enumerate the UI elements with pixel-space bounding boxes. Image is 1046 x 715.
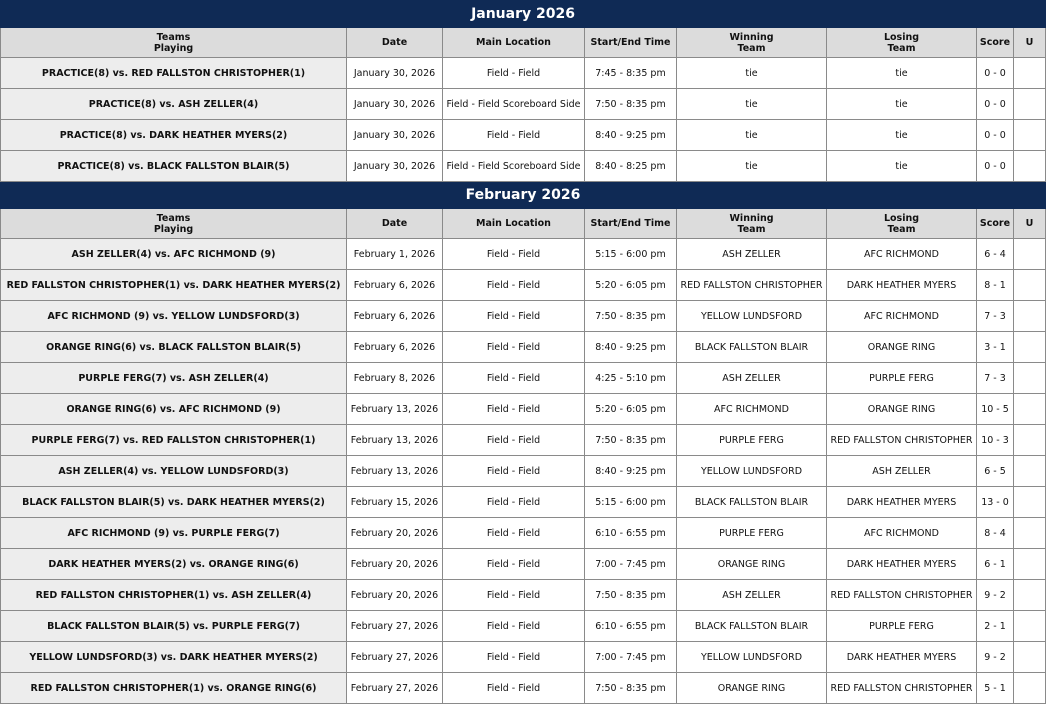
table-row xyxy=(1,58,1046,89)
table-row xyxy=(1,120,1046,151)
location-cell: Field - Field xyxy=(443,642,585,673)
loser-cell: DARK HEATHER MYERS xyxy=(827,487,977,518)
table-row xyxy=(1,363,1046,394)
teams-cell: PRACTICE(8) vs. ASH ZELLER(4) xyxy=(1,89,347,120)
header-winning-line1: Winning xyxy=(729,212,774,224)
score-cell: 10 - 5 xyxy=(977,394,1014,425)
column-header-row xyxy=(1,28,1046,58)
teams-cell: YELLOW LUNDSFORD(3) vs. DARK HEATHER MYERS(2) xyxy=(1,642,347,673)
header-losing xyxy=(827,28,977,58)
table-row xyxy=(1,487,1046,518)
time-cell: 5:15 - 6:00 pm xyxy=(585,487,677,518)
loser-cell: RED FALLSTON CHRISTOPHER xyxy=(827,425,977,456)
time-cell: 6:10 - 6:55 pm xyxy=(585,611,677,642)
score-cell: 0 - 0 xyxy=(977,120,1014,151)
winner-cell: tie xyxy=(677,151,827,182)
location-cell: Field - Field Scoreboard Side xyxy=(443,89,585,120)
location-cell: Field - Field xyxy=(443,332,585,363)
date-cell: February 27, 2026 xyxy=(347,673,443,704)
teams-cell: PRACTICE(8) vs. RED FALLSTON CHRISTOPHER(1) xyxy=(1,58,347,89)
winner-cell: BLACK FALLSTON BLAIR xyxy=(677,332,827,363)
teams-cell: RED FALLSTON CHRISTOPHER(1) vs. ASH ZELLER(4) xyxy=(1,580,347,611)
winner-cell: AFC RICHMOND xyxy=(677,394,827,425)
teams-cell: BLACK FALLSTON BLAIR(5) vs. DARK HEATHER MYERS(2) xyxy=(1,487,347,518)
date-cell: February 1, 2026 xyxy=(347,239,443,270)
score-cell: 7 - 3 xyxy=(977,301,1014,332)
table-row xyxy=(1,394,1046,425)
header-winning-line2: Team xyxy=(737,42,766,54)
time-cell: 7:50 - 8:35 pm xyxy=(585,580,677,611)
teams-cell: RED FALLSTON CHRISTOPHER(1) vs. ORANGE RING(6) xyxy=(1,673,347,704)
table-row xyxy=(1,89,1046,120)
teams-cell: AFC RICHMOND (9) vs. YELLOW LUNDSFORD(3) xyxy=(1,301,347,332)
date-cell: February 13, 2026 xyxy=(347,456,443,487)
score-cell: 0 - 0 xyxy=(977,151,1014,182)
time-cell: 7:50 - 8:35 pm xyxy=(585,301,677,332)
table-row xyxy=(1,270,1046,301)
header-location: Main Location xyxy=(443,209,585,239)
table-row xyxy=(1,642,1046,673)
header-time: Start/End Time xyxy=(585,209,677,239)
loser-cell: PURPLE FERG xyxy=(827,363,977,394)
extra-cell xyxy=(1014,301,1046,332)
extra-cell xyxy=(1014,673,1046,704)
winner-cell: ASH ZELLER xyxy=(677,239,827,270)
loser-cell: AFC RICHMOND xyxy=(827,518,977,549)
table-row xyxy=(1,239,1046,270)
date-cell: February 20, 2026 xyxy=(347,549,443,580)
score-cell: 2 - 1 xyxy=(977,611,1014,642)
location-cell: Field - Field xyxy=(443,549,585,580)
header-winning-line1: Winning xyxy=(729,31,774,43)
header-teams-line2: Playing xyxy=(153,42,194,54)
date-cell: February 6, 2026 xyxy=(347,301,443,332)
loser-cell: ASH ZELLER xyxy=(827,456,977,487)
time-cell: 8:40 - 9:25 pm xyxy=(585,120,677,151)
header-extra: U xyxy=(1014,209,1046,239)
winner-cell: YELLOW LUNDSFORD xyxy=(677,301,827,332)
extra-cell xyxy=(1014,239,1046,270)
location-cell: Field - Field xyxy=(443,239,585,270)
teams-cell: RED FALLSTON CHRISTOPHER(1) vs. DARK HEATHER MYERS(2) xyxy=(1,270,347,301)
header-losing-line2: Team xyxy=(887,223,916,235)
loser-cell: PURPLE FERG xyxy=(827,611,977,642)
extra-cell xyxy=(1014,642,1046,673)
date-cell: February 13, 2026 xyxy=(347,394,443,425)
month-header-row xyxy=(1,1,1046,28)
loser-cell: RED FALLSTON CHRISTOPHER xyxy=(827,673,977,704)
date-cell: February 13, 2026 xyxy=(347,425,443,456)
score-cell: 9 - 2 xyxy=(977,642,1014,673)
winner-cell: ASH ZELLER xyxy=(677,363,827,394)
extra-cell xyxy=(1014,151,1046,182)
month-title: January 2026 xyxy=(1,1,1046,28)
date-cell: February 15, 2026 xyxy=(347,487,443,518)
location-cell: Field - Field xyxy=(443,518,585,549)
teams-cell: PRACTICE(8) vs. BLACK FALLSTON BLAIR(5) xyxy=(1,151,347,182)
header-date: Date xyxy=(347,209,443,239)
extra-cell xyxy=(1014,394,1046,425)
score-cell: 9 - 2 xyxy=(977,580,1014,611)
extra-cell xyxy=(1014,487,1046,518)
date-cell: January 30, 2026 xyxy=(347,89,443,120)
month-header-row xyxy=(1,182,1046,209)
location-cell: Field - Field xyxy=(443,394,585,425)
table-row xyxy=(1,425,1046,456)
time-cell: 4:25 - 5:10 pm xyxy=(585,363,677,394)
winner-cell: PURPLE FERG xyxy=(677,518,827,549)
teams-cell: ASH ZELLER(4) vs. YELLOW LUNDSFORD(3) xyxy=(1,456,347,487)
header-winning-line2: Team xyxy=(737,223,766,235)
table-row xyxy=(1,456,1046,487)
location-cell: Field - Field xyxy=(443,580,585,611)
header-teams xyxy=(1,28,347,58)
header-location: Main Location xyxy=(443,28,585,58)
date-cell: February 6, 2026 xyxy=(347,270,443,301)
table-row xyxy=(1,673,1046,704)
winner-cell: ASH ZELLER xyxy=(677,580,827,611)
header-teams xyxy=(1,209,347,239)
score-cell: 6 - 1 xyxy=(977,549,1014,580)
time-cell: 7:45 - 8:35 pm xyxy=(585,58,677,89)
score-cell: 0 - 0 xyxy=(977,89,1014,120)
location-cell: Field - Field xyxy=(443,611,585,642)
date-cell: February 6, 2026 xyxy=(347,332,443,363)
loser-cell: ORANGE RING xyxy=(827,332,977,363)
schedule-body xyxy=(1,1,1046,704)
extra-cell xyxy=(1014,89,1046,120)
winner-cell: PURPLE FERG xyxy=(677,425,827,456)
extra-cell xyxy=(1014,580,1046,611)
teams-cell: ORANGE RING(6) vs. AFC RICHMOND (9) xyxy=(1,394,347,425)
teams-cell: DARK HEATHER MYERS(2) vs. ORANGE RING(6) xyxy=(1,549,347,580)
winner-cell: tie xyxy=(677,58,827,89)
date-cell: January 30, 2026 xyxy=(347,151,443,182)
date-cell: February 20, 2026 xyxy=(347,580,443,611)
time-cell: 7:50 - 8:35 pm xyxy=(585,89,677,120)
score-cell: 0 - 0 xyxy=(977,58,1014,89)
teams-cell: BLACK FALLSTON BLAIR(5) vs. PURPLE FERG(7) xyxy=(1,611,347,642)
loser-cell: tie xyxy=(827,120,977,151)
header-losing-line1: Losing xyxy=(883,212,920,224)
header-winning xyxy=(677,209,827,239)
date-cell: January 30, 2026 xyxy=(347,58,443,89)
winner-cell: RED FALLSTON CHRISTOPHER xyxy=(677,270,827,301)
loser-cell: DARK HEATHER MYERS xyxy=(827,642,977,673)
extra-cell xyxy=(1014,58,1046,89)
loser-cell: AFC RICHMOND xyxy=(827,301,977,332)
loser-cell: tie xyxy=(827,89,977,120)
loser-cell: tie xyxy=(827,151,977,182)
location-cell: Field - Field Scoreboard Side xyxy=(443,151,585,182)
table-row xyxy=(1,151,1046,182)
header-score: Score xyxy=(977,209,1014,239)
table-row xyxy=(1,580,1046,611)
time-cell: 7:00 - 7:45 pm xyxy=(585,642,677,673)
loser-cell: tie xyxy=(827,58,977,89)
header-teams-line2: Playing xyxy=(153,223,194,235)
loser-cell: DARK HEATHER MYERS xyxy=(827,270,977,301)
extra-cell xyxy=(1014,611,1046,642)
location-cell: Field - Field xyxy=(443,487,585,518)
loser-cell: ORANGE RING xyxy=(827,394,977,425)
month-title: February 2026 xyxy=(1,182,1046,209)
time-cell: 5:20 - 6:05 pm xyxy=(585,394,677,425)
loser-cell: DARK HEATHER MYERS xyxy=(827,549,977,580)
winner-cell: tie xyxy=(677,120,827,151)
table-row xyxy=(1,518,1046,549)
header-date: Date xyxy=(347,28,443,58)
score-cell: 5 - 1 xyxy=(977,673,1014,704)
extra-cell xyxy=(1014,456,1046,487)
time-cell: 5:15 - 6:00 pm xyxy=(585,239,677,270)
extra-cell xyxy=(1014,425,1046,456)
date-cell: January 30, 2026 xyxy=(347,120,443,151)
date-cell: February 27, 2026 xyxy=(347,611,443,642)
header-extra: U xyxy=(1014,28,1046,58)
table-row xyxy=(1,611,1046,642)
score-cell: 10 - 3 xyxy=(977,425,1014,456)
teams-cell: AFC RICHMOND (9) vs. PURPLE FERG(7) xyxy=(1,518,347,549)
location-cell: Field - Field xyxy=(443,363,585,394)
loser-cell: AFC RICHMOND xyxy=(827,239,977,270)
header-teams-line1: Teams xyxy=(156,212,191,224)
teams-cell: ASH ZELLER(4) vs. AFC RICHMOND (9) xyxy=(1,239,347,270)
winner-cell: YELLOW LUNDSFORD xyxy=(677,642,827,673)
time-cell: 7:50 - 8:35 pm xyxy=(585,425,677,456)
score-cell: 6 - 4 xyxy=(977,239,1014,270)
location-cell: Field - Field xyxy=(443,120,585,151)
extra-cell xyxy=(1014,332,1046,363)
winner-cell: BLACK FALLSTON BLAIR xyxy=(677,487,827,518)
winner-cell: tie xyxy=(677,89,827,120)
header-time: Start/End Time xyxy=(585,28,677,58)
header-losing xyxy=(827,209,977,239)
winner-cell: YELLOW LUNDSFORD xyxy=(677,456,827,487)
date-cell: February 8, 2026 xyxy=(347,363,443,394)
time-cell: 5:20 - 6:05 pm xyxy=(585,270,677,301)
location-cell: Field - Field xyxy=(443,58,585,89)
extra-cell xyxy=(1014,363,1046,394)
time-cell: 8:40 - 9:25 pm xyxy=(585,456,677,487)
column-header-row xyxy=(1,209,1046,239)
date-cell: February 20, 2026 xyxy=(347,518,443,549)
header-losing-line2: Team xyxy=(887,42,916,54)
loser-cell: RED FALLSTON CHRISTOPHER xyxy=(827,580,977,611)
time-cell: 8:40 - 8:25 pm xyxy=(585,151,677,182)
extra-cell xyxy=(1014,518,1046,549)
score-cell: 3 - 1 xyxy=(977,332,1014,363)
date-cell: February 27, 2026 xyxy=(347,642,443,673)
teams-cell: ORANGE RING(6) vs. BLACK FALLSTON BLAIR(5) xyxy=(1,332,347,363)
teams-cell: PURPLE FERG(7) vs. RED FALLSTON CHRISTOPHER(1) xyxy=(1,425,347,456)
header-losing-line1: Losing xyxy=(883,31,920,43)
winner-cell: ORANGE RING xyxy=(677,673,827,704)
table-row xyxy=(1,549,1046,580)
time-cell: 7:50 - 8:35 pm xyxy=(585,673,677,704)
header-score: Score xyxy=(977,28,1014,58)
score-cell: 13 - 0 xyxy=(977,487,1014,518)
extra-cell xyxy=(1014,549,1046,580)
score-cell: 7 - 3 xyxy=(977,363,1014,394)
winner-cell: ORANGE RING xyxy=(677,549,827,580)
time-cell: 6:10 - 6:55 pm xyxy=(585,518,677,549)
time-cell: 8:40 - 9:25 pm xyxy=(585,332,677,363)
location-cell: Field - Field xyxy=(443,301,585,332)
location-cell: Field - Field xyxy=(443,270,585,301)
teams-cell: PRACTICE(8) vs. DARK HEATHER MYERS(2) xyxy=(1,120,347,151)
time-cell: 7:00 - 7:45 pm xyxy=(585,549,677,580)
table-row xyxy=(1,332,1046,363)
table-row xyxy=(1,301,1046,332)
location-cell: Field - Field xyxy=(443,425,585,456)
score-cell: 6 - 5 xyxy=(977,456,1014,487)
teams-cell: PURPLE FERG(7) vs. ASH ZELLER(4) xyxy=(1,363,347,394)
extra-cell xyxy=(1014,270,1046,301)
extra-cell xyxy=(1014,120,1046,151)
winner-cell: BLACK FALLSTON BLAIR xyxy=(677,611,827,642)
score-cell: 8 - 1 xyxy=(977,270,1014,301)
location-cell: Field - Field xyxy=(443,456,585,487)
header-teams-line1: Teams xyxy=(156,31,191,43)
location-cell: Field - Field xyxy=(443,673,585,704)
score-cell: 8 - 4 xyxy=(977,518,1014,549)
header-winning xyxy=(677,28,827,58)
